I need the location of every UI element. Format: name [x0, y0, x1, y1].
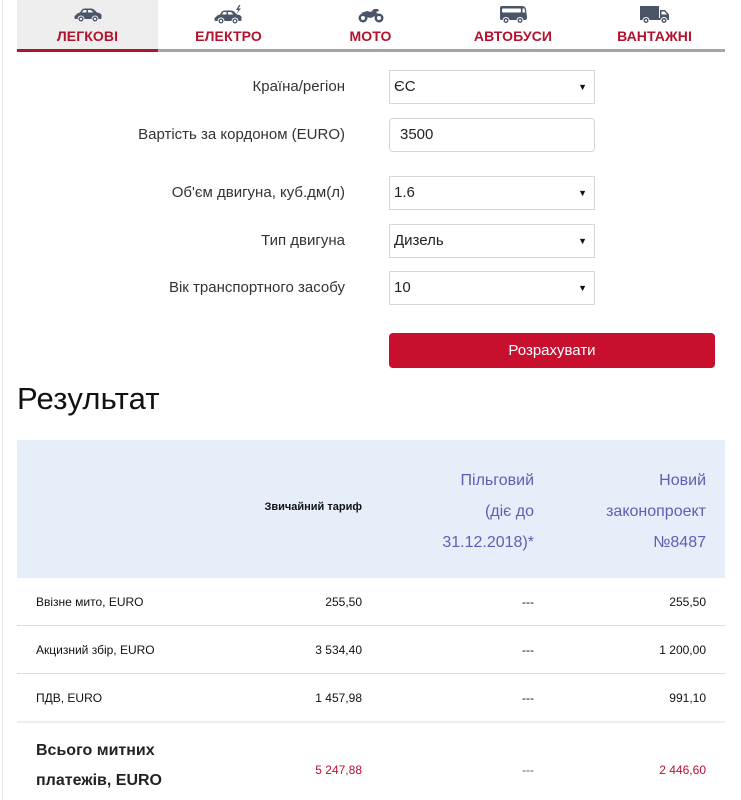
- calculate-button[interactable]: Розрахувати: [389, 333, 715, 368]
- engine-type-select[interactable]: [389, 224, 595, 258]
- tab-electric[interactable]: [158, 0, 299, 49]
- header-benefit-line: 31.12.2018)*: [442, 534, 534, 551]
- form-row-engine-type: [0, 224, 741, 258]
- bus-icon: [498, 5, 528, 25]
- row-new-bill-value: 255,50: [669, 595, 706, 609]
- tab-label: ВАНТАЖНІ: [617, 28, 692, 44]
- chevron-down-icon: ▼: [578, 188, 587, 198]
- engine-volume-select-value: 1.6: [394, 184, 415, 201]
- form-row-price: [0, 118, 741, 152]
- form-row-vehicle-age: [0, 271, 741, 305]
- row-benefit-value: ---: [522, 691, 534, 705]
- form-row-country: [0, 70, 741, 104]
- row-regular-value: 3 534,40: [315, 643, 362, 657]
- row-regular-value: 1 457,98: [315, 691, 362, 705]
- header-new-bill-line: №8487: [653, 534, 706, 551]
- tab-moto[interactable]: [299, 0, 442, 49]
- row-label: Ввізне мито, EURO: [36, 595, 144, 609]
- total-benefit-value: ---: [522, 763, 534, 777]
- chevron-down-icon: ▼: [578, 236, 587, 246]
- form-row-engine-volume: [0, 176, 741, 210]
- row-regular-value: 255,50: [325, 595, 362, 609]
- chevron-down-icon: ▼: [578, 283, 587, 293]
- engine-type-label: Тип двигуна: [261, 232, 345, 249]
- table-row: [17, 626, 725, 674]
- table-total-row: [17, 721, 725, 800]
- total-label-line: Всього митних: [36, 742, 155, 759]
- country-select-value: ЄС: [394, 78, 416, 95]
- engine-type-select-value: Дизель: [394, 232, 444, 249]
- tab-trucks[interactable]: [584, 0, 725, 49]
- header-benefit-line: Пільговий: [460, 472, 534, 489]
- row-new-bill-value: 991,10: [669, 691, 706, 705]
- header-new-bill-line: Новий: [659, 472, 706, 489]
- total-label-line: платежів, EURO: [36, 772, 162, 789]
- row-label: Акцизний збір, EURO: [36, 643, 155, 657]
- tab-label: ЛЕГКОВІ: [56, 28, 119, 44]
- header-new-bill-line: законопроект: [606, 503, 706, 520]
- vehicle-age-label: Вік транспортного засобу: [168, 279, 345, 296]
- total-regular-value: 5 247,88: [315, 763, 362, 777]
- country-select[interactable]: [389, 70, 595, 104]
- chevron-down-icon: ▼: [578, 82, 587, 92]
- electric-car-icon: [213, 5, 245, 25]
- result-title: Результат: [17, 381, 160, 416]
- tab-buses[interactable]: [442, 0, 584, 49]
- tab-label: МОТО: [349, 28, 392, 44]
- engine-volume-select[interactable]: [389, 176, 595, 210]
- header-benefit-tariff: [442, 465, 534, 558]
- price-label: Вартість за кордоном (EURO): [138, 126, 345, 143]
- vehicle-age-select-value: 10: [394, 279, 411, 296]
- car-icon: [73, 5, 103, 25]
- truck-icon: [639, 5, 671, 25]
- engine-volume-label: Об'єм двигуна, куб.дм(л): [171, 184, 345, 201]
- motorcycle-icon: [357, 5, 385, 25]
- total-new-bill-value: 2 446,60: [659, 763, 706, 777]
- row-new-bill-value: 1 200,00: [659, 643, 706, 657]
- vehicle-age-select[interactable]: [389, 271, 595, 305]
- total-label: [36, 736, 196, 796]
- table-header: [17, 440, 725, 578]
- tab-label: АВТОБУСИ: [473, 28, 553, 44]
- price-input-value: 3500: [400, 126, 434, 143]
- header-regular-tariff: Звичайний тариф: [264, 501, 362, 513]
- vehicle-type-tabs: [17, 0, 725, 52]
- row-label: ПДВ, EURO: [36, 691, 103, 705]
- header-benefit-line: (діє до: [484, 503, 534, 520]
- tab-label: ЕЛЕКТРО: [195, 28, 262, 44]
- header-new-bill: [606, 465, 706, 558]
- row-benefit-value: ---: [522, 595, 534, 609]
- row-benefit-value: ---: [522, 643, 534, 657]
- price-input[interactable]: [389, 118, 595, 152]
- table-row: [17, 578, 725, 626]
- result-table: [17, 440, 725, 800]
- table-row: [17, 674, 725, 722]
- tab-passenger-cars[interactable]: [17, 0, 158, 49]
- country-label: Країна/регіон: [252, 78, 345, 95]
